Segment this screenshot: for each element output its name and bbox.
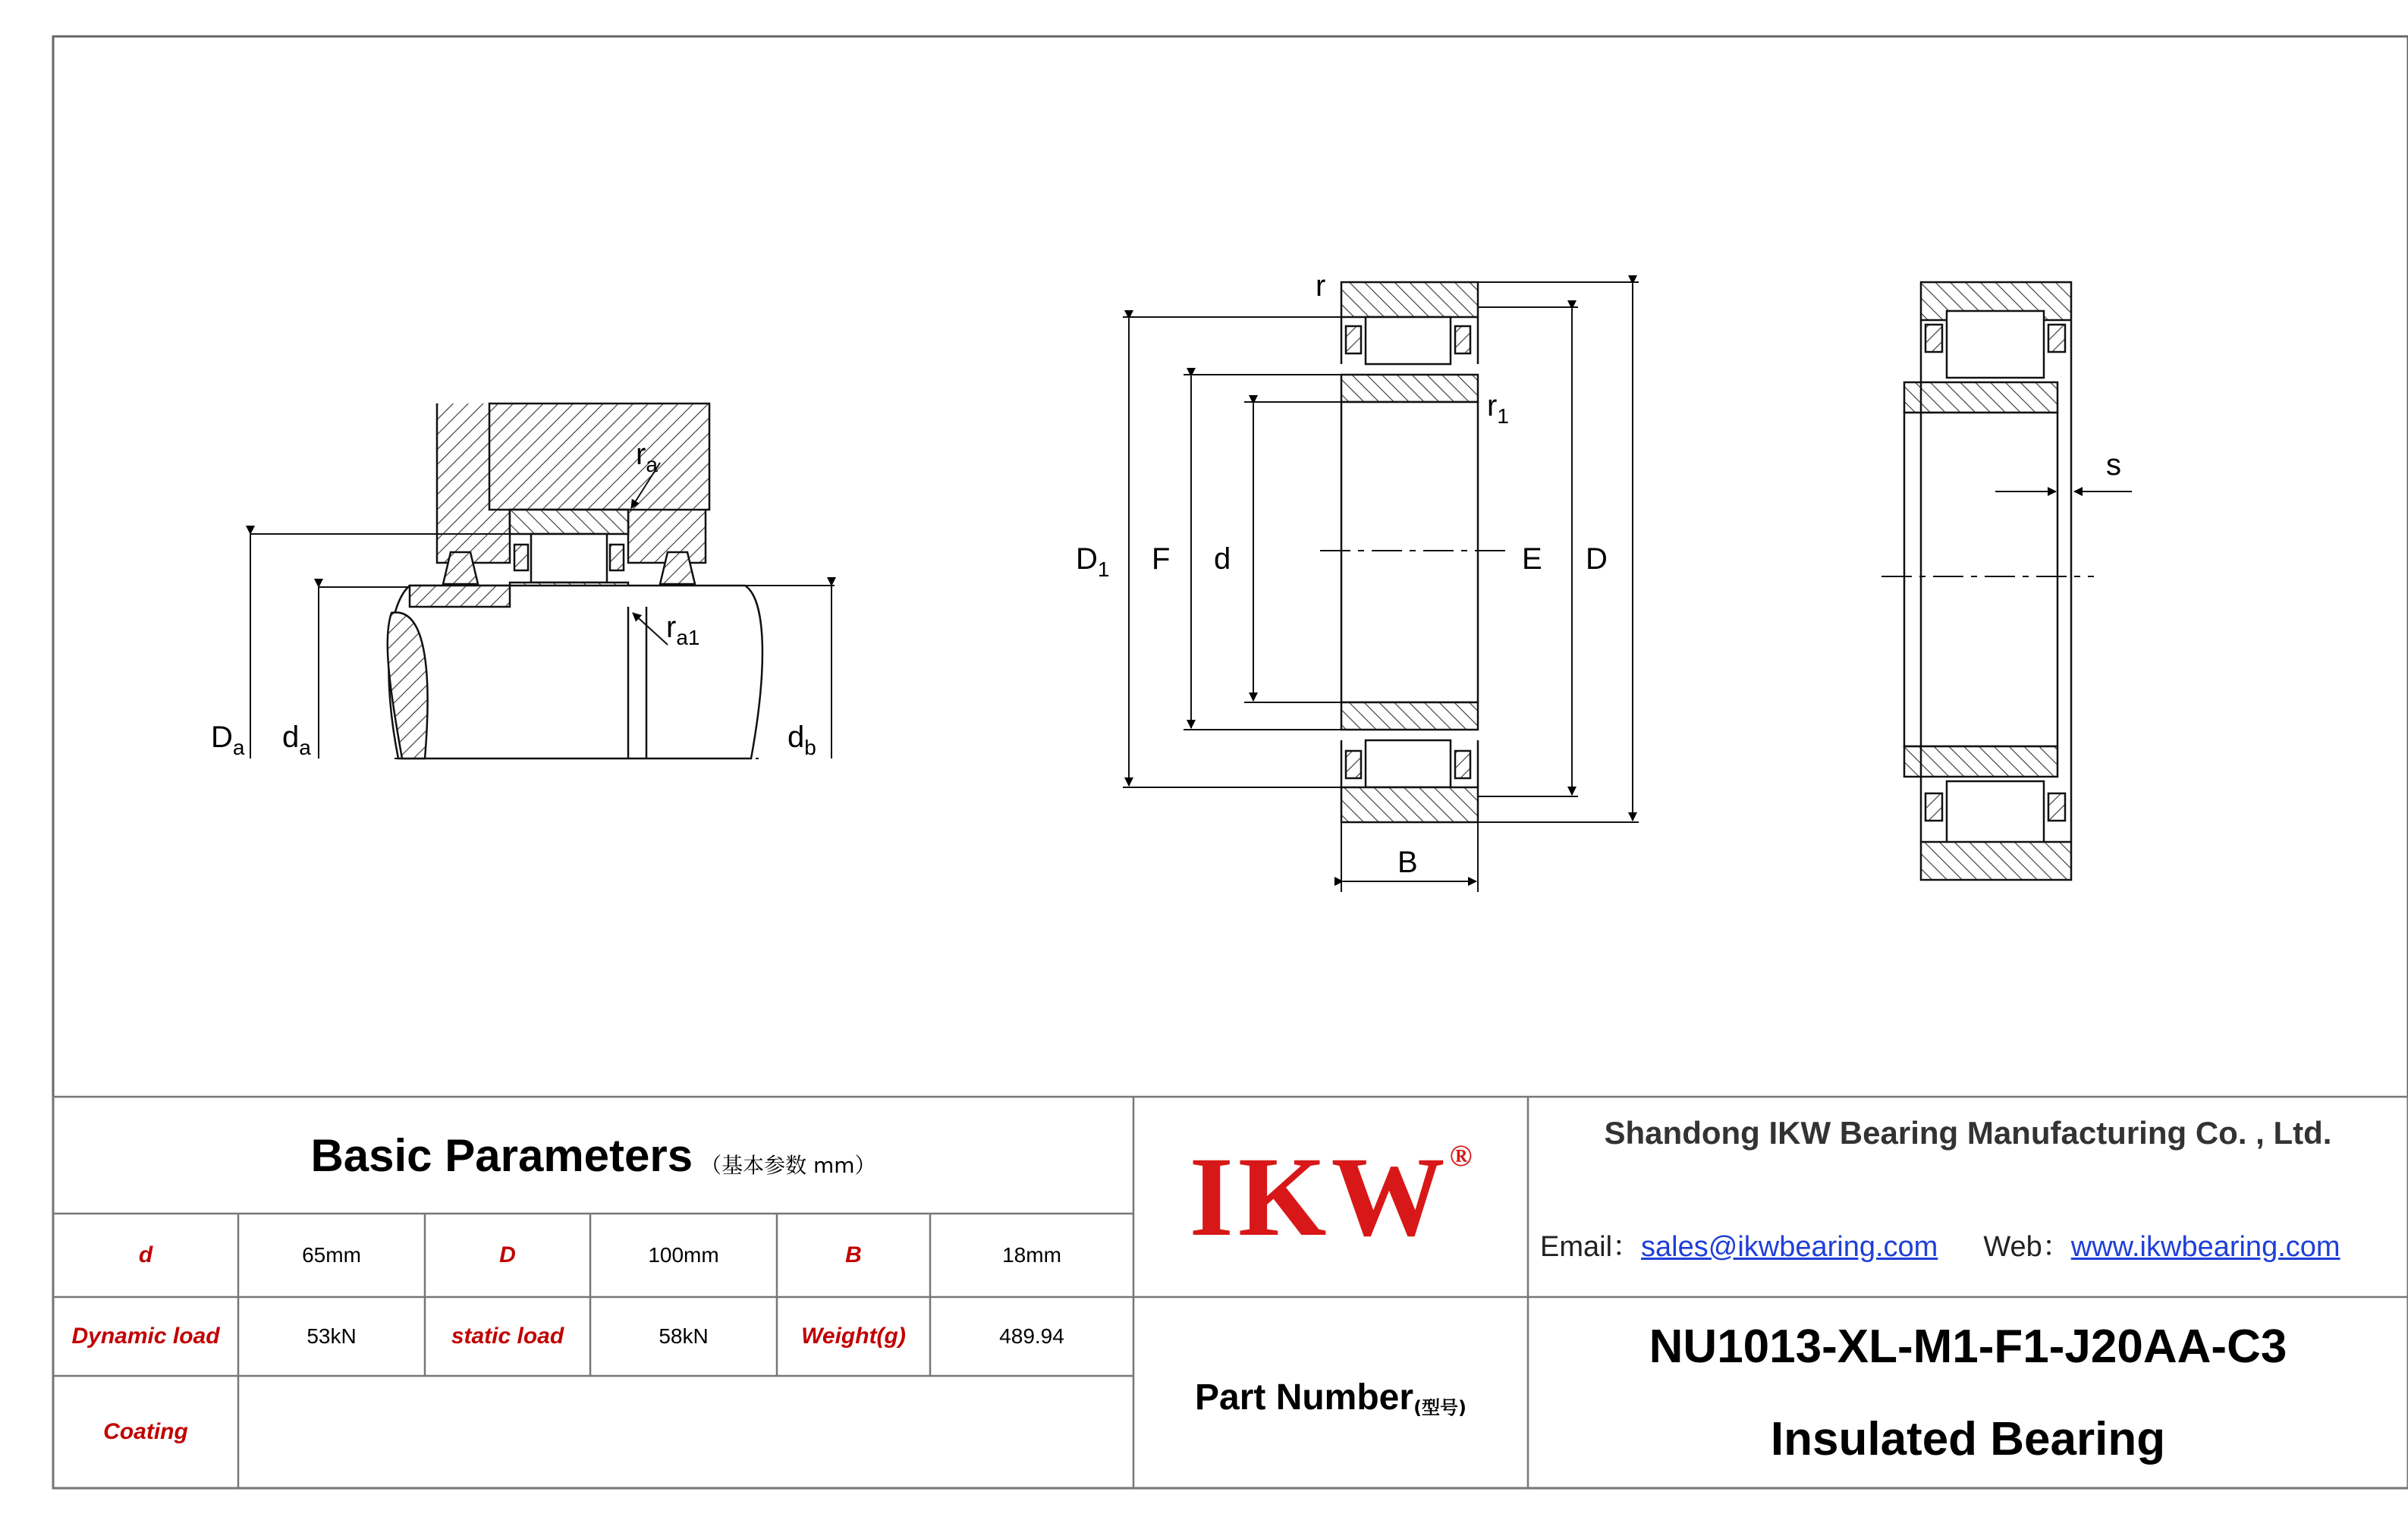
basic-parameters-header: [53, 1097, 1133, 1214]
param-value-static-load: 58kN: [659, 1324, 709, 1348]
param-label-B: B: [845, 1242, 862, 1267]
label-D1: $D_1$: [1076, 542, 1110, 581]
email-label: Email：: [1540, 1231, 1642, 1263]
label-da: $d_a$: [282, 721, 311, 759]
param-label-static-load: static load: [451, 1324, 564, 1349]
param-label-d: d: [138, 1242, 153, 1267]
part-number-label-cell: [1133, 1297, 1528, 1488]
web-link[interactable]: www.ikwbearing.com: [2070, 1231, 2340, 1263]
param-value-weight: 489.94: [999, 1324, 1064, 1348]
registered-mark: ®: [1449, 1138, 1473, 1173]
label-s: s: [2106, 448, 2121, 482]
product-type: Insulated Bearing: [1770, 1413, 2166, 1465]
part-number-value: NU1013-XL-M1-F1-J20AA-C3: [1649, 1321, 2287, 1373]
company-name: Shandong IKW Bearing Manufacturing Co. , Ltd.: [1604, 1115, 2332, 1151]
section-view: [1123, 282, 1639, 892]
mounting-view: [250, 404, 835, 758]
param-label-dynamic-load: Dynamic load: [71, 1324, 220, 1349]
label-Da: $D_a$: [211, 721, 245, 759]
param-value-D: 100mm: [648, 1243, 719, 1267]
label-E: E: [1522, 542, 1542, 576]
web-label: Web：: [1983, 1231, 2071, 1263]
label-r1: $r_1$: [1487, 389, 1509, 428]
label-r: r: [1316, 269, 1326, 303]
part-number-label-cn: (型号): [1413, 1396, 1466, 1418]
param-value-coating: [238, 1376, 1133, 1488]
param-value-d: 65mm: [302, 1243, 361, 1267]
email-link[interactable]: sales@ikwbearing.com: [1641, 1231, 1938, 1263]
label-B: B: [1397, 846, 1418, 879]
label-ra: $r_a$: [636, 438, 658, 476]
label-D: D: [1586, 542, 1608, 576]
logo-text: IKW: [1189, 1134, 1450, 1260]
param-label-coating: Coating: [103, 1419, 188, 1444]
label-ra1: $r_{a1}$: [666, 611, 700, 649]
side-view: [1881, 282, 2132, 880]
brand-logo: [1133, 1097, 1528, 1297]
basic-parameters-subtitle: （基本参数 mm）: [700, 1153, 876, 1178]
company-contacts: [1540, 1223, 2405, 1264]
label-db: $d_b$: [787, 721, 816, 759]
basic-parameters-title: Basic Parameters: [310, 1129, 693, 1181]
param-value-B: 18mm: [1002, 1243, 1061, 1267]
label-F: F: [1152, 542, 1171, 576]
label-d: d: [1214, 542, 1231, 576]
param-label-D: D: [499, 1242, 516, 1267]
param-value-dynamic-load: 53kN: [307, 1324, 357, 1348]
param-label-weight: Weight(g): [801, 1324, 906, 1349]
part-number-label: Part Number: [1194, 1377, 1414, 1418]
